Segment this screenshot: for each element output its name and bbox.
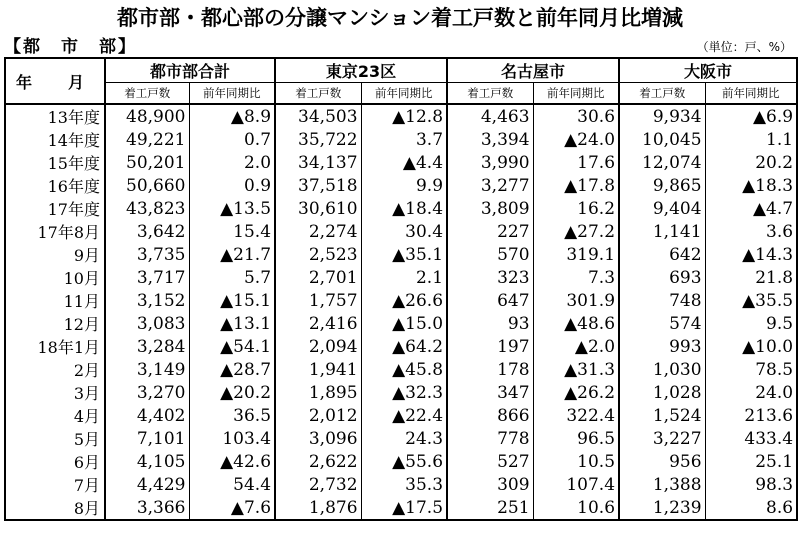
table-row	[5, 174, 797, 197]
cell-yoy: 1.1	[705, 128, 797, 151]
header-year-month: 年 月	[5, 58, 105, 104]
cell-starts: 43,823	[105, 197, 189, 220]
cell-starts: 3,152	[105, 289, 189, 312]
table-row	[5, 266, 797, 289]
table-row	[5, 358, 797, 381]
table-row	[5, 496, 797, 520]
row-label: 12月	[5, 312, 105, 335]
cell-yoy: 10.6	[533, 496, 619, 520]
header-starts: 着工戸数	[619, 83, 705, 105]
cell-yoy: 3.7	[361, 128, 447, 151]
header-row-metrics	[5, 83, 797, 105]
cell-yoy: 8.6	[705, 496, 797, 520]
table-row	[5, 312, 797, 335]
cell-yoy: 24.3	[361, 427, 447, 450]
header-yoy: 前年同期比	[705, 83, 797, 105]
cell-starts: 34,503	[275, 104, 361, 128]
cell-yoy: 16.2	[533, 197, 619, 220]
cell-yoy: 433.4	[705, 427, 797, 450]
unit-note: （単位：戸、%）	[696, 40, 792, 54]
cell-yoy: 10.5	[533, 450, 619, 473]
cell-starts: 2,012	[275, 404, 361, 427]
cell-yoy: 78.5	[705, 358, 797, 381]
cell-starts: 4,429	[105, 473, 189, 496]
cell-starts: 3,096	[275, 427, 361, 450]
cell-starts: 3,717	[105, 266, 189, 289]
cell-starts: 1,030	[619, 358, 705, 381]
row-label: 17年8月	[5, 220, 105, 243]
cell-yoy: 319.1	[533, 243, 619, 266]
cell-yoy: 36.5	[189, 404, 275, 427]
cell-yoy: ▲35.5	[705, 289, 797, 312]
cell-starts: 993	[619, 335, 705, 358]
cell-yoy: 0.9	[189, 174, 275, 197]
row-label: 2月	[5, 358, 105, 381]
cell-starts: 3,809	[447, 197, 533, 220]
cell-yoy: 2.1	[361, 266, 447, 289]
table-row	[5, 104, 797, 128]
cell-starts: 1,388	[619, 473, 705, 496]
section-label: 【都 市 部】	[4, 37, 137, 57]
table-body	[5, 104, 797, 520]
cell-starts: 227	[447, 220, 533, 243]
cell-yoy: 21.8	[705, 266, 797, 289]
cell-yoy: ▲32.3	[361, 381, 447, 404]
cell-yoy: ▲26.2	[533, 381, 619, 404]
cell-yoy: ▲48.6	[533, 312, 619, 335]
cell-yoy: 25.1	[705, 450, 797, 473]
cell-starts: 347	[447, 381, 533, 404]
cell-starts: 1,239	[619, 496, 705, 520]
cell-starts: 866	[447, 404, 533, 427]
cell-yoy: ▲13.1	[189, 312, 275, 335]
row-label: 6月	[5, 450, 105, 473]
cell-yoy: 96.5	[533, 427, 619, 450]
header-yoy: 前年同期比	[533, 83, 619, 105]
row-label: 17年度	[5, 197, 105, 220]
table-row	[5, 381, 797, 404]
cell-starts: 1,941	[275, 358, 361, 381]
cell-yoy: ▲4.4	[361, 151, 447, 174]
cell-starts: 1,141	[619, 220, 705, 243]
row-label: 4月	[5, 404, 105, 427]
table-row	[5, 335, 797, 358]
header-starts: 着工戸数	[105, 83, 189, 105]
cell-yoy: ▲21.7	[189, 243, 275, 266]
cell-starts: 3,227	[619, 427, 705, 450]
cell-starts: 3,394	[447, 128, 533, 151]
cell-starts: 3,149	[105, 358, 189, 381]
row-label: 9月	[5, 243, 105, 266]
header-region: 都市部合計	[105, 58, 275, 83]
cell-yoy: 24.0	[705, 381, 797, 404]
cell-starts: 3,735	[105, 243, 189, 266]
cell-starts: 50,660	[105, 174, 189, 197]
cell-starts: 527	[447, 450, 533, 473]
cell-yoy: 107.4	[533, 473, 619, 496]
cell-yoy: 301.9	[533, 289, 619, 312]
cell-yoy: 0.7	[189, 128, 275, 151]
cell-starts: 3,366	[105, 496, 189, 520]
header-yoy: 前年同期比	[361, 83, 447, 105]
row-label: 5月	[5, 427, 105, 450]
header-region: 大阪市	[619, 58, 797, 83]
table-row	[5, 427, 797, 450]
table-row	[5, 289, 797, 312]
cell-yoy: ▲18.4	[361, 197, 447, 220]
cell-yoy: ▲55.6	[361, 450, 447, 473]
cell-yoy: 98.3	[705, 473, 797, 496]
cell-starts: 642	[619, 243, 705, 266]
header-region: 東京23区	[275, 58, 447, 83]
cell-yoy: ▲20.2	[189, 381, 275, 404]
cell-yoy: 7.3	[533, 266, 619, 289]
row-label: 7月	[5, 473, 105, 496]
row-label: 13年度	[5, 104, 105, 128]
cell-starts: 3,270	[105, 381, 189, 404]
table-row	[5, 404, 797, 427]
cell-yoy: 35.3	[361, 473, 447, 496]
cell-starts: 9,404	[619, 197, 705, 220]
cell-starts: 35,722	[275, 128, 361, 151]
cell-starts: 309	[447, 473, 533, 496]
cell-starts: 1,028	[619, 381, 705, 404]
cell-yoy: 9.5	[705, 312, 797, 335]
cell-starts: 30,610	[275, 197, 361, 220]
cell-yoy: ▲28.7	[189, 358, 275, 381]
cell-yoy: ▲26.6	[361, 289, 447, 312]
cell-yoy: 30.4	[361, 220, 447, 243]
cell-yoy: ▲17.8	[533, 174, 619, 197]
cell-starts: 574	[619, 312, 705, 335]
cell-yoy: ▲12.8	[361, 104, 447, 128]
header-starts: 着工戸数	[447, 83, 533, 105]
cell-starts: 1,757	[275, 289, 361, 312]
row-label: 14年度	[5, 128, 105, 151]
cell-yoy: ▲4.7	[705, 197, 797, 220]
cell-yoy: ▲35.1	[361, 243, 447, 266]
cell-yoy: ▲6.9	[705, 104, 797, 128]
cell-yoy: 103.4	[189, 427, 275, 450]
cell-yoy: 20.2	[705, 151, 797, 174]
cell-yoy: 54.4	[189, 473, 275, 496]
cell-yoy: ▲15.0	[361, 312, 447, 335]
cell-yoy: ▲42.6	[189, 450, 275, 473]
table-row	[5, 450, 797, 473]
cell-starts: 570	[447, 243, 533, 266]
cell-starts: 3,083	[105, 312, 189, 335]
cell-starts: 3,284	[105, 335, 189, 358]
cell-starts: 1,876	[275, 496, 361, 520]
cell-yoy: 213.6	[705, 404, 797, 427]
cell-starts: 956	[619, 450, 705, 473]
cell-starts: 3,990	[447, 151, 533, 174]
cell-starts: 323	[447, 266, 533, 289]
table-row	[5, 473, 797, 496]
cell-starts: 2,523	[275, 243, 361, 266]
cell-yoy: ▲22.4	[361, 404, 447, 427]
row-label: 10月	[5, 266, 105, 289]
cell-starts: 4,402	[105, 404, 189, 427]
cell-starts: 178	[447, 358, 533, 381]
cell-starts: 2,701	[275, 266, 361, 289]
cell-yoy: ▲54.1	[189, 335, 275, 358]
cell-yoy: 3.6	[705, 220, 797, 243]
cell-starts: 197	[447, 335, 533, 358]
cell-starts: 7,101	[105, 427, 189, 450]
table-row	[5, 197, 797, 220]
cell-yoy: ▲64.2	[361, 335, 447, 358]
cell-yoy: 9.9	[361, 174, 447, 197]
cell-starts: 50,201	[105, 151, 189, 174]
cell-yoy: ▲10.0	[705, 335, 797, 358]
cell-yoy: 5.7	[189, 266, 275, 289]
cell-starts: 4,105	[105, 450, 189, 473]
cell-yoy: ▲14.3	[705, 243, 797, 266]
cell-starts: 2,416	[275, 312, 361, 335]
cell-starts: 48,900	[105, 104, 189, 128]
cell-yoy: ▲15.1	[189, 289, 275, 312]
table-row	[5, 243, 797, 266]
cell-yoy: ▲45.8	[361, 358, 447, 381]
cell-starts: 748	[619, 289, 705, 312]
cell-yoy: 322.4	[533, 404, 619, 427]
cell-starts: 2,732	[275, 473, 361, 496]
cell-starts: 778	[447, 427, 533, 450]
cell-starts: 9,865	[619, 174, 705, 197]
cell-starts: 3,642	[105, 220, 189, 243]
header-starts: 着工戸数	[275, 83, 361, 105]
header-yoy: 前年同期比	[189, 83, 275, 105]
cell-starts: 34,137	[275, 151, 361, 174]
row-label: 15年度	[5, 151, 105, 174]
cell-starts: 1,524	[619, 404, 705, 427]
page-title: 都市部・都心部の分譲マンション着工戸数と前年同月比増減	[116, 6, 684, 30]
cell-starts: 647	[447, 289, 533, 312]
table-row	[5, 128, 797, 151]
cell-yoy: 17.6	[533, 151, 619, 174]
cell-starts: 49,221	[105, 128, 189, 151]
header-region: 名古屋市	[447, 58, 619, 83]
header-row-regions	[5, 58, 797, 83]
row-label: 3月	[5, 381, 105, 404]
cell-starts: 693	[619, 266, 705, 289]
cell-yoy: 30.6	[533, 104, 619, 128]
cell-starts: 251	[447, 496, 533, 520]
cell-yoy: ▲27.2	[533, 220, 619, 243]
cell-starts: 2,274	[275, 220, 361, 243]
row-label: 8月	[5, 496, 105, 520]
cell-yoy: ▲17.5	[361, 496, 447, 520]
cell-starts: 93	[447, 312, 533, 335]
cell-starts: 3,277	[447, 174, 533, 197]
cell-yoy: ▲18.3	[705, 174, 797, 197]
cell-starts: 10,045	[619, 128, 705, 151]
cell-starts: 1,895	[275, 381, 361, 404]
table-row	[5, 220, 797, 243]
cell-yoy: ▲31.3	[533, 358, 619, 381]
cell-starts: 4,463	[447, 104, 533, 128]
table-row	[5, 151, 797, 174]
cell-starts: 12,074	[619, 151, 705, 174]
cell-starts: 9,934	[619, 104, 705, 128]
row-label: 16年度	[5, 174, 105, 197]
housing-starts-table	[4, 57, 798, 521]
cell-starts: 37,518	[275, 174, 361, 197]
row-label: 11月	[5, 289, 105, 312]
cell-yoy: ▲13.5	[189, 197, 275, 220]
cell-yoy: 2.0	[189, 151, 275, 174]
row-label: 18年1月	[5, 335, 105, 358]
cell-yoy: ▲8.9	[189, 104, 275, 128]
cell-yoy: ▲24.0	[533, 128, 619, 151]
cell-yoy: ▲2.0	[533, 335, 619, 358]
cell-starts: 2,622	[275, 450, 361, 473]
cell-starts: 2,094	[275, 335, 361, 358]
cell-yoy: ▲7.6	[189, 496, 275, 520]
cell-yoy: 15.4	[189, 220, 275, 243]
